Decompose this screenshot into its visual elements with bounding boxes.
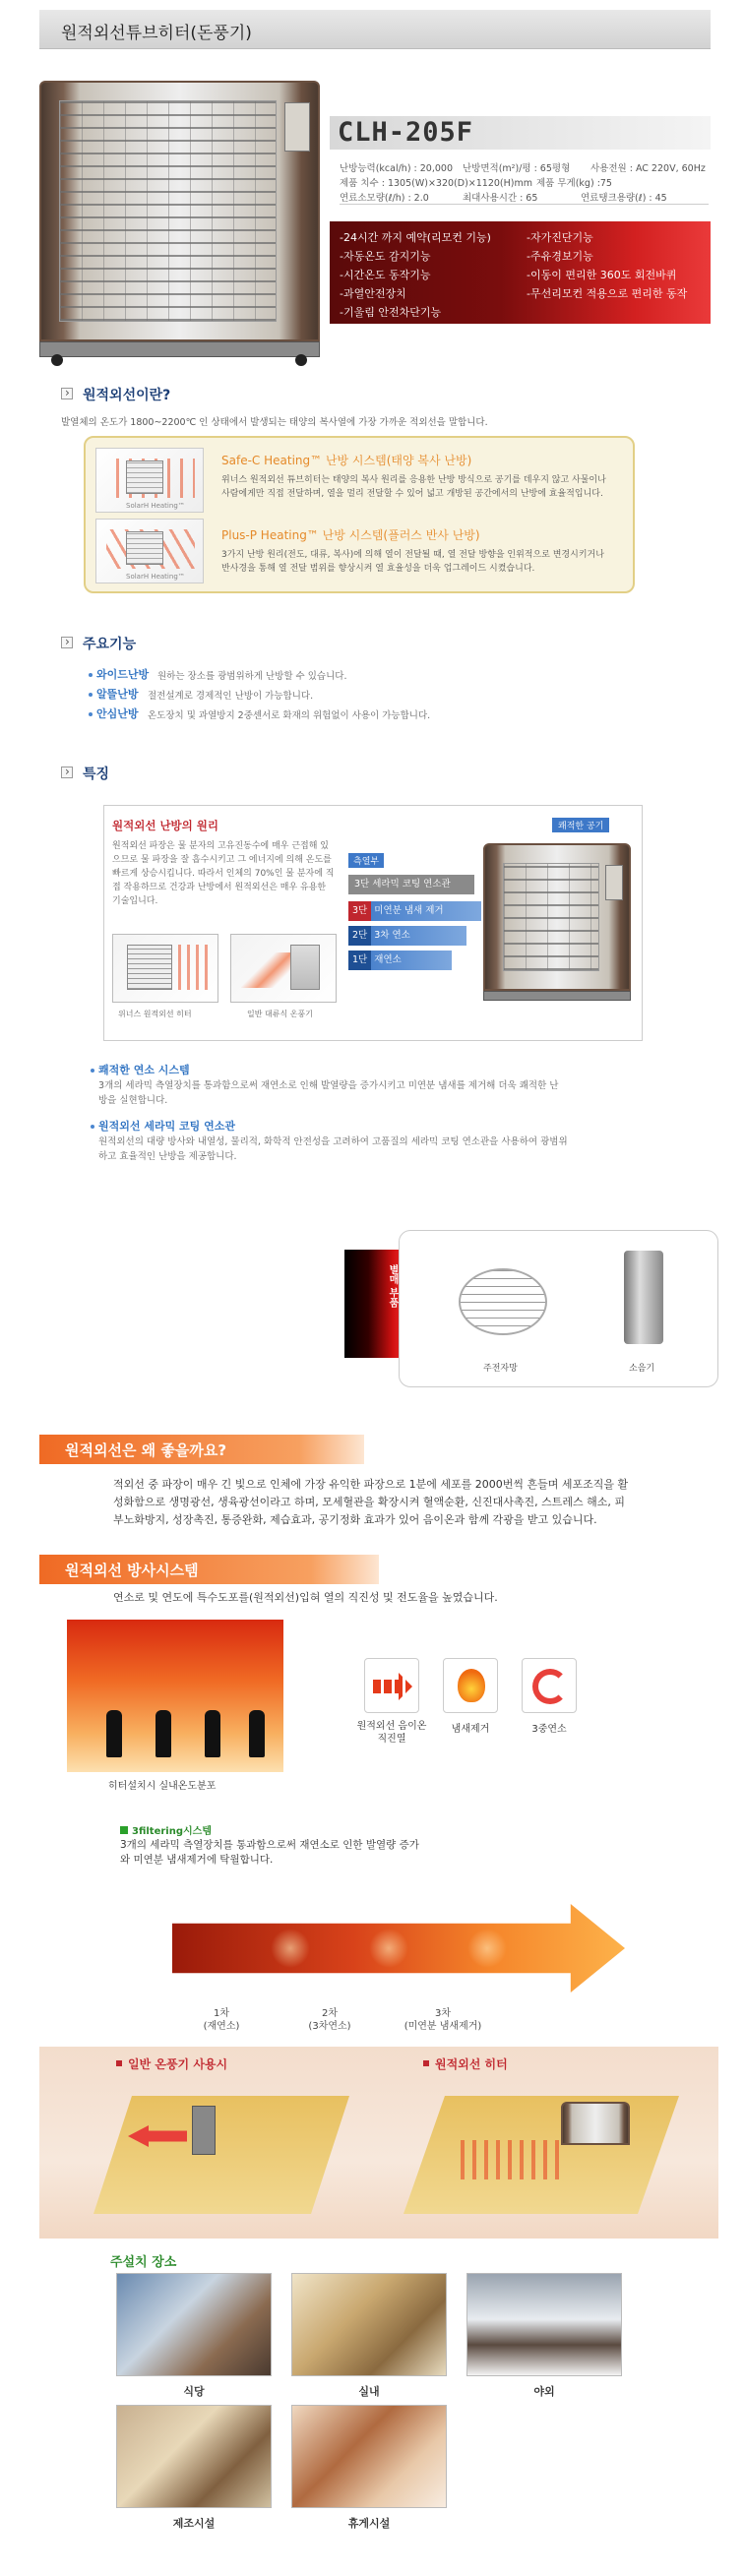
why-good-banner — [39, 1435, 364, 1464]
options-bar-label: 별매 부품 — [387, 1264, 398, 1308]
feature-desc: 절전설계로 경제적인 난방이 가능합니다. — [148, 691, 314, 702]
safe-c-title: Safe-C Heating™ 난방 시스템(태양 복사 난방) — [221, 454, 472, 467]
section-intro: 발열체의 온도가 1800~2200℃ 인 상태에서 발생되는 태양의 복사열에 가장 가까운 적외선을 말합니다. — [61, 417, 488, 428]
icon-label: 원적외선 음이온직진열 — [356, 1721, 427, 1745]
restaurant-photo — [116, 2273, 272, 2376]
option-label: 주전자망 — [483, 1364, 518, 1374]
spec-item: 제품 치수 : 1305(W)×320(D)×1120(H)mm — [340, 178, 532, 189]
installation-heading: 주설치 장소 — [110, 2255, 177, 2270]
comparison-title: 원적외선 히터 — [435, 2057, 508, 2071]
radiation-banner — [39, 1555, 379, 1584]
triple-combustion-icon — [522, 1658, 577, 1713]
red-square-icon — [116, 2060, 122, 2066]
feature-item: -무선리모컨 적용으로 편리한 동작 — [527, 287, 688, 300]
safe-c-desc: 위너스 원적외선 튜브히터는 태양의 복사 원리를 응용한 난방 방식으로 공기를 데우지 않고 사물이나 사람에게만 직접 전달하며, 열을 멀리 전달할 수 있어 넓고 개방된 공간에서의 난방에 효율적입니다. — [221, 475, 606, 499]
page-title: 원적외선튜브히터(돈풍기) — [61, 24, 252, 43]
bullet-icon — [89, 712, 93, 716]
stage-desc: (미연분 냄새제거) — [404, 2021, 482, 2032]
sub-feature-title: 쾌적한 연소 시스템 — [98, 1064, 190, 1076]
principle-title: 원적외선 난방의 원리 — [112, 819, 218, 832]
step-bar — [348, 951, 452, 970]
system-desc: 3단 세라믹 코팅 연소관 — [354, 879, 451, 889]
sub-feature-title: 원적외선 세라믹 코팅 연소관 — [98, 1120, 235, 1133]
filtering-desc: 3개의 세라믹 측열장치를 통과함으로써 재연소로 인한 발열량 증가와 미연분 냄새제거에 탁월합니다. — [120, 1839, 419, 1866]
stage-name: 1차 — [213, 2008, 230, 2019]
feature-item: -자동온도 감지기능 — [340, 250, 431, 263]
system-desc-bar — [348, 875, 474, 894]
heating-systems-panel — [84, 436, 635, 593]
product-heater-image — [39, 81, 320, 341]
heater-base — [39, 341, 320, 357]
muffler-image — [624, 1251, 663, 1344]
comparison-title: 일반 온풍기 사용시 — [128, 2057, 228, 2071]
feature-item: -주유경보기능 — [527, 250, 593, 263]
sub-feature-desc: 3개의 세라믹 측열장치를 통과함으로써 재연소로 인해 발열량을 증가시키고 미연분 냄새를 제거해 더욱 쾌적한 난방을 실현합니다. — [98, 1080, 559, 1106]
plus-p-image — [95, 519, 204, 583]
place-label: 야외 — [533, 2385, 555, 2398]
feature-desc: 온도장치 및 과열방지 2중센서로 화재의 위험없이 사용이 가능합니다. — [148, 710, 431, 721]
principle-panel — [103, 805, 643, 1041]
control-panel-icon — [284, 102, 310, 152]
bullet-icon — [89, 673, 93, 677]
indoor-photo — [291, 2273, 447, 2376]
normal-room-image — [93, 2096, 349, 2214]
stage-label — [295, 2007, 364, 2033]
step-bar — [348, 901, 481, 921]
wheel-icon — [51, 354, 63, 366]
outdoor-photo — [466, 2273, 622, 2376]
stage-label — [389, 2007, 497, 2033]
wheel-icon — [295, 354, 307, 366]
divider — [340, 204, 709, 205]
plus-p-title: Plus-P Heating™ 난방 시스템(플러스 반사 난방) — [221, 528, 480, 542]
filtering-arrow-image — [172, 1889, 714, 2007]
sub-feature-desc: 원적외선의 대량 방사와 내열성, 물리적, 화학적 안전성을 고려하여 고품질의 세라믹 코팅 연소관을 사용하여 광범위 하고 효율적인 난방을 제공합니다. — [98, 1136, 568, 1162]
option-label: 소음기 — [629, 1364, 655, 1374]
factory-photo — [116, 2405, 272, 2508]
step-number: 3단 — [348, 901, 371, 921]
spec-item: 제품 무게(kg) :75 — [536, 178, 612, 189]
page-title-bar — [39, 10, 711, 49]
system-label: 측열부 — [348, 853, 384, 868]
hot-air-label: 쾌적한 공기 — [552, 818, 609, 832]
section-heading: 특징 — [83, 767, 110, 782]
feature-item: -시간온도 동작기능 — [340, 269, 431, 281]
principle-desc: 원적외선 파장은 물 분자의 고유진동수에 매우 근접해 있으므로 물 파장을 잘 흡수시키고 그 에너지에 의해 온도를 빠르게 상승시킵니다. 따라서 인체의 70%인 물 분자에 직접 작용하므로 건강과 난방에서 원적외선은 매우 유용한 기술입니다. — [112, 841, 335, 906]
spec-item: 최대사용시간 : 65 — [463, 193, 538, 204]
convection-heater-image — [230, 934, 337, 1003]
feature-desc: 원하는 장소를 광범위하게 난방할 수 있습니다. — [157, 671, 347, 682]
image-caption: 일반 대류식 온풍기 — [247, 1010, 313, 1018]
place-label: 제조시설 — [172, 2517, 216, 2530]
fire-caption: 히터설치시 실내온도분포 — [108, 1781, 217, 1792]
stage-desc: (재연소) — [203, 2021, 240, 2032]
lounge-photo — [291, 2405, 447, 2508]
heater-cutaway-image — [483, 843, 631, 991]
heater-base — [483, 991, 631, 1001]
filtering-bullet-icon — [120, 1826, 128, 1834]
far-ir-heater-image — [112, 934, 218, 1003]
step-label: 미연분 냄새 제거 — [374, 905, 444, 916]
feature-item: -과열안전장치 — [340, 287, 406, 300]
stage-desc: (3차연소) — [308, 2021, 351, 2032]
safe-c-image — [95, 448, 204, 513]
banner-title: 원적외선은 왜 좋을까요? — [65, 1441, 227, 1459]
step-number: 1단 — [348, 951, 371, 970]
spec-item: 사용전원 : AC 220V, 60Hz — [590, 163, 706, 174]
features-box — [330, 221, 711, 324]
comparison-panel — [39, 2047, 718, 2239]
section-bullet-icon — [61, 388, 73, 399]
spec-item: 연료탱크용량(ℓ) : 45 — [581, 193, 667, 204]
image-caption: SolarH Heating™ — [126, 573, 185, 581]
stage-label — [192, 2007, 251, 2033]
spec-item: 난방면적(m²)/평 : 65평형 — [463, 163, 571, 174]
red-square-icon — [423, 2060, 429, 2066]
bullet-icon — [91, 1069, 94, 1073]
step-number: 2단 — [348, 926, 371, 946]
model-bar — [330, 116, 711, 150]
icon-label: 냄새제거 — [451, 1724, 490, 1735]
stage-name: 2차 — [321, 2008, 339, 2019]
feature-item: -24시간 까지 예약(리모컨 기능) — [340, 231, 491, 244]
heater-icon — [561, 2102, 630, 2145]
spec-item: 난방능력(kcal/h) : 20,000 — [340, 163, 454, 174]
options-panel — [399, 1230, 718, 1387]
feature-item: -기울림 안전차단기능 — [340, 306, 442, 319]
banner-title: 원적외선 방사시스템 — [65, 1562, 199, 1579]
section-bullet-icon — [61, 767, 73, 778]
section-heading: 주요기능 — [83, 637, 137, 652]
place-label: 식당 — [183, 2385, 205, 2398]
feature-label: 와이드난방 — [96, 668, 150, 681]
step-label: 재연소 — [374, 954, 402, 965]
image-caption: SolarH Heating™ — [126, 502, 185, 510]
feature-item: -이동이 편리한 360도 회전바퀴 — [527, 269, 677, 281]
section-heading: 원적외선이란? — [83, 388, 171, 403]
feature-label: 안심난방 — [96, 707, 139, 720]
kettle-rack-image — [459, 1268, 547, 1335]
plus-p-desc: 3가지 난방 원리(전도, 대류, 복사)에 의해 열이 전달될 때, 열 전달 방향을 인위적으로 변경시키거나 반사경을 통해 열 전달 범위를 향상시켜 열 효율성을 더욱 업그레이드 시켰습니다. — [221, 550, 604, 574]
section-bullet-icon — [61, 637, 73, 648]
model-name: CLH-205F — [338, 117, 474, 148]
feature-item: -자가진단기능 — [527, 231, 593, 244]
spec-item: 연료소모량(ℓ/h) : 2.0 — [340, 193, 429, 204]
step-label: 3차 연소 — [374, 930, 410, 941]
stage-name: 3차 — [434, 2008, 452, 2019]
far-ir-arrow-icon — [364, 1658, 419, 1713]
bullet-icon — [89, 693, 93, 697]
step-bar — [348, 926, 466, 946]
place-label: 실내 — [358, 2385, 380, 2398]
radiation-text: 연소로 및 연도에 특수도포를(원적외선)입혀 열의 직진성 및 전도율을 높였습니다. — [113, 1591, 498, 1604]
place-label: 휴게시설 — [347, 2517, 391, 2530]
why-good-text: 적외선 중 파장이 매우 긴 빛으로 인체에 가장 유익한 파장으로 1분에 세포를 2000번씩 흔들며 세포조직을 활성화함으로 생명광선, 생육광선이라고 하며, 모세혈관을 확장시켜 혈액순환, 신진대사촉진, 스트레스 해소, 피부노화방지, 성장촉진, 통증완화, 제습효과, 공기정화 효과가 있어 음이온과 함께 각광을 받고 있습니다. — [113, 1478, 629, 1526]
odor-removal-icon — [443, 1658, 498, 1713]
bullet-icon — [91, 1125, 94, 1129]
feature-label: 알뜰난방 — [96, 688, 139, 701]
icon-label: 3중연소 — [531, 1724, 567, 1735]
filtering-title: 3filtering시스템 — [132, 1826, 212, 1837]
room-temperature-image — [67, 1620, 283, 1772]
image-caption: 위너스 원적외선 히터 — [118, 1010, 192, 1018]
